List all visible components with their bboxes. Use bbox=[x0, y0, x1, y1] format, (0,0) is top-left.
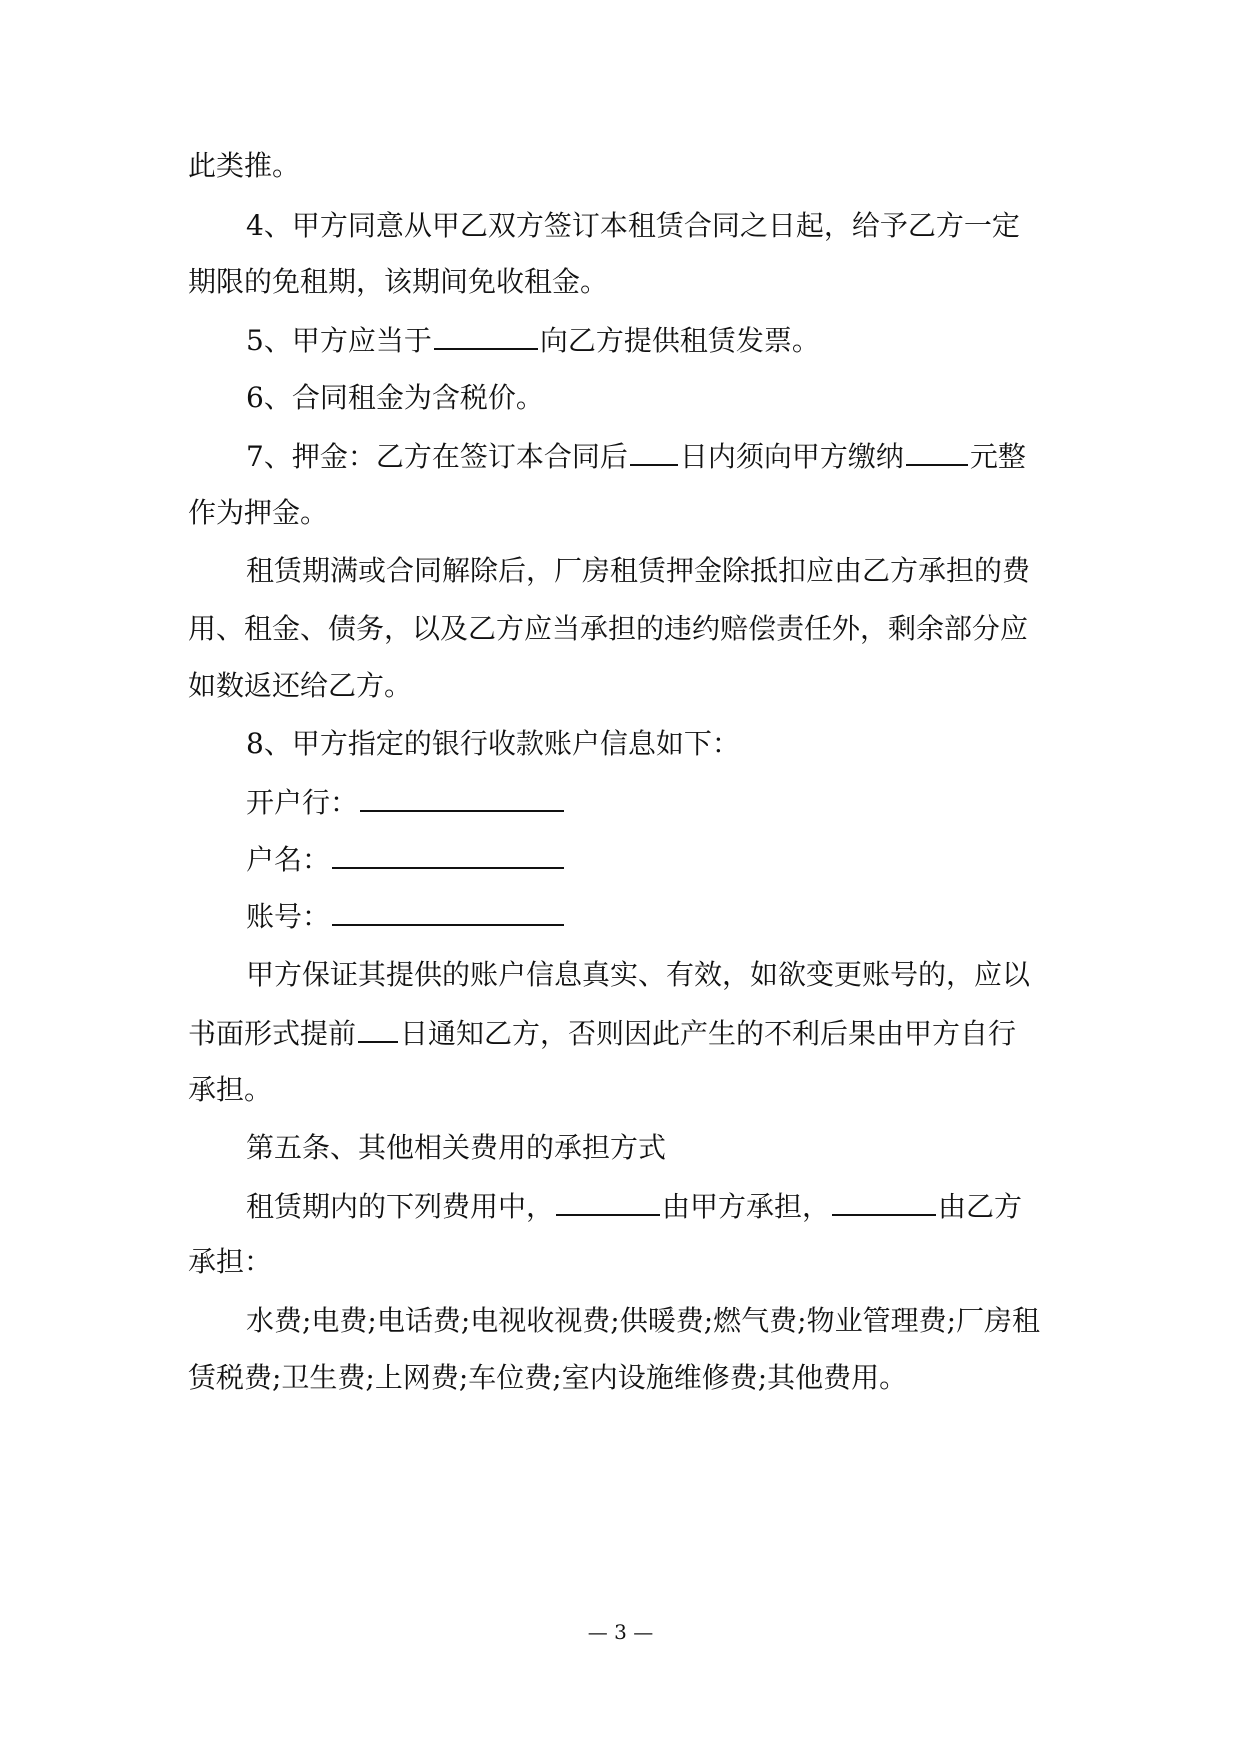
clause-7-line-2 bbox=[188, 493, 328, 533]
clause-4-line-2 bbox=[188, 262, 608, 302]
text: 4、甲方同意从甲乙双方签订本租赁合同之日起，给予乙方一定 bbox=[246, 209, 1020, 242]
blank-deposit-amount[interactable] bbox=[906, 436, 968, 466]
clause-5 bbox=[246, 320, 820, 360]
blank-party-b-expenses[interactable] bbox=[832, 1186, 936, 1216]
text: 期限的免租期，该期间免收租金。 bbox=[188, 265, 609, 298]
text: 用、租金、债务，以及乙方应当承担的违约赔偿责任外，剩余部分应 bbox=[188, 612, 1029, 645]
clause-7-line-1 bbox=[246, 436, 1026, 476]
account-guarantee-line-3 bbox=[188, 1070, 272, 1110]
account-number-line bbox=[246, 896, 566, 936]
clause-6 bbox=[246, 378, 544, 418]
page-number: — 3 — bbox=[587, 1620, 654, 1644]
text: 承担。 bbox=[188, 1073, 273, 1106]
text: 由乙方 bbox=[938, 1190, 1023, 1223]
blank-account-name[interactable] bbox=[332, 839, 564, 869]
text: 作为押金。 bbox=[188, 496, 329, 529]
text: 租赁期满或合同解除后，厂房租赁押金除抵扣应由乙方承担的费 bbox=[246, 554, 1031, 587]
account-guarantee-line-1 bbox=[246, 955, 1030, 995]
text: 日内须向甲方缴纳 bbox=[679, 440, 904, 473]
text: 租赁期内的下列费用中， bbox=[246, 1190, 555, 1223]
text: 水费;电费;电话费;电视收视费;供暖费;燃气费;物业管理费;厂房租 bbox=[246, 1304, 1041, 1337]
deposit-return-line-1 bbox=[246, 551, 1030, 591]
deposit-return-line-2 bbox=[188, 609, 1028, 649]
bank-name-line bbox=[246, 782, 566, 822]
blank-party-a-expenses[interactable] bbox=[556, 1186, 660, 1216]
text: 由甲方承担， bbox=[662, 1190, 831, 1223]
account-name-line bbox=[246, 839, 566, 879]
article-5-line-2 bbox=[188, 1242, 272, 1282]
text-line bbox=[188, 146, 300, 186]
text: 6、合同租金为含税价。 bbox=[246, 381, 544, 414]
label: 户名： bbox=[246, 843, 331, 876]
article-5-heading bbox=[246, 1128, 666, 1168]
expense-list-line-2 bbox=[188, 1358, 907, 1398]
text: 5、甲方应当于 bbox=[246, 324, 432, 357]
text: 如数返还给乙方。 bbox=[188, 669, 413, 702]
text: 元整 bbox=[969, 440, 1026, 473]
article-5-line-1 bbox=[246, 1186, 1022, 1226]
blank-deposit-days[interactable] bbox=[630, 436, 678, 466]
label: 账号： bbox=[246, 900, 331, 933]
account-guarantee-line-2 bbox=[188, 1013, 1016, 1053]
text: 此类推。 bbox=[188, 149, 301, 182]
clause-8 bbox=[246, 724, 740, 764]
blank-bank-name[interactable] bbox=[360, 782, 564, 812]
text: 甲方保证其提供的账户信息真实、有效，如欲变更账号的，应以 bbox=[246, 958, 1031, 991]
text: 第五条、其他相关费用的承担方式 bbox=[246, 1131, 667, 1164]
text: 7、押金：乙方在签订本合同后 bbox=[246, 440, 628, 473]
clause-4-line-1 bbox=[246, 206, 1020, 246]
blank-invoice-date[interactable] bbox=[434, 320, 538, 350]
text: 赁税费;卫生费;上网费;车位费;室内设施维修费;其他费用。 bbox=[188, 1361, 908, 1394]
text: 书面形式提前 bbox=[188, 1017, 357, 1050]
blank-notice-days[interactable] bbox=[358, 1013, 398, 1043]
blank-account-number[interactable] bbox=[332, 896, 564, 926]
text: 向乙方提供租赁发票。 bbox=[539, 324, 820, 357]
text: 8、甲方指定的银行收款账户信息如下： bbox=[246, 727, 740, 760]
deposit-return-line-3 bbox=[188, 666, 412, 706]
text: 日通知乙方，否则因此产生的不利后果由甲方自行 bbox=[400, 1017, 1017, 1050]
label: 开户行： bbox=[246, 786, 359, 819]
text: 承担： bbox=[188, 1245, 273, 1278]
expense-list-line-1 bbox=[246, 1301, 1040, 1341]
